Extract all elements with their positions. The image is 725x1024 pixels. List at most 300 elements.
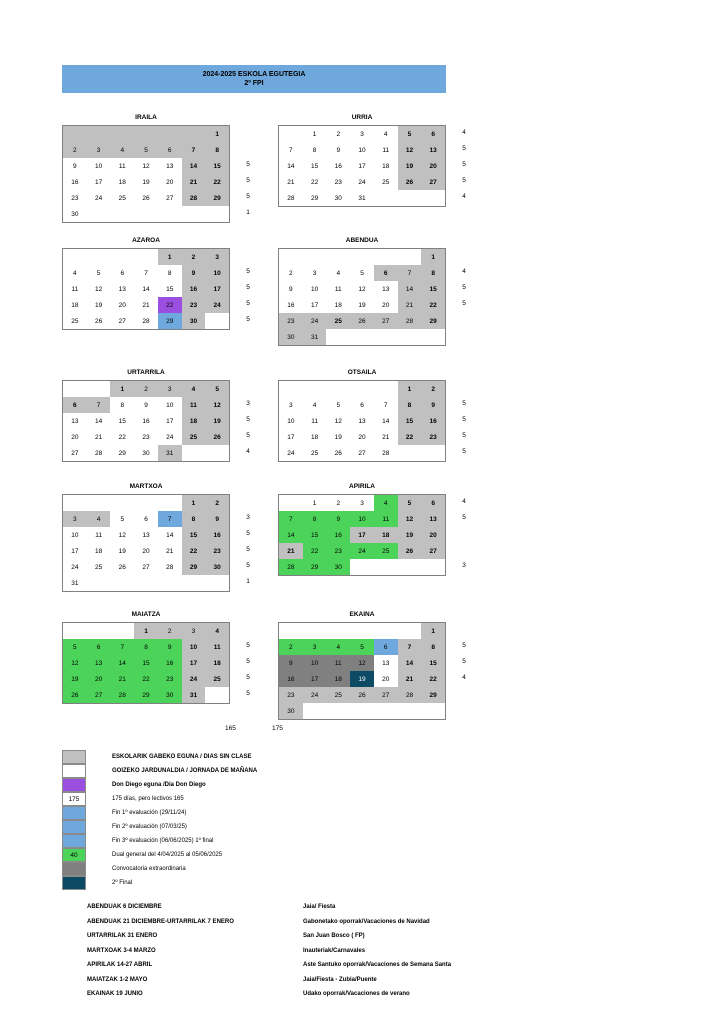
week-lective-count: 5: [246, 642, 250, 649]
day-cell: 5: [336, 401, 341, 409]
day-cell: 26: [94, 317, 103, 325]
day-cell: 20: [421, 158, 445, 174]
day-cell: 22: [134, 671, 158, 687]
day-cell: 2: [158, 623, 182, 639]
week-row: [279, 190, 445, 206]
day-cell: [87, 126, 111, 142]
day-cell: 20: [87, 671, 111, 687]
day-cell: 9: [326, 511, 350, 527]
day-cell: [374, 703, 398, 719]
day-cell: 25: [205, 671, 229, 687]
legend-swatch: [62, 862, 86, 876]
day-cell: 27: [374, 313, 398, 329]
day-cell: 30: [142, 449, 150, 457]
day-cell: 30: [326, 559, 350, 575]
week-row: [63, 575, 229, 591]
day-cell: 26: [334, 449, 342, 457]
week-row: [279, 511, 445, 527]
day-cell: 27: [71, 449, 79, 457]
day-cell: 8: [167, 269, 172, 277]
day-cell: 29: [205, 190, 229, 206]
day-cell: 24: [166, 433, 174, 441]
week-lective-count: 5: [246, 416, 250, 423]
week-lective-count: 5: [462, 400, 466, 407]
day-cell: 28: [398, 313, 422, 329]
day-cell: 5: [63, 639, 87, 655]
day-cell: 26: [350, 687, 374, 703]
day-cell: [87, 495, 111, 511]
holiday-date: ABENDUAK 21 DICIEMBRE-URTARRILAK 7 ENERO: [87, 918, 234, 925]
day-cell: 15: [303, 527, 327, 543]
day-cell: [350, 329, 374, 345]
day-cell: 8: [398, 397, 422, 413]
week-row: [279, 126, 445, 142]
day-cell: 24: [358, 178, 366, 186]
day-cell: 15: [134, 655, 158, 671]
day-cell: 20: [166, 178, 174, 186]
week-lective-count: 5: [246, 193, 250, 200]
day-cell: 23: [326, 543, 350, 559]
week-row: [63, 445, 229, 461]
title-line-2: 2º FPI: [244, 80, 264, 87]
day-cell: 17: [350, 527, 374, 543]
month-grid: [278, 622, 446, 720]
day-cell: 10: [303, 655, 327, 671]
week-lective-count: 3: [246, 400, 250, 407]
day-cell: 11: [95, 531, 102, 539]
day-cell: [326, 249, 350, 265]
day-cell: 2: [182, 249, 206, 265]
day-cell: 17: [310, 301, 319, 309]
week-lective-count: 5: [462, 642, 466, 649]
week-row: [279, 559, 445, 575]
day-cell: 23: [421, 429, 445, 445]
day-cell: 21: [182, 174, 206, 190]
week-lective-count: 3: [462, 562, 466, 569]
day-cell: 19: [350, 671, 374, 687]
day-cell: 6: [63, 397, 87, 413]
day-cell: 28: [142, 317, 150, 325]
day-cell: 16: [182, 281, 206, 297]
day-cell: 7: [87, 397, 111, 413]
day-cell: [63, 381, 87, 397]
day-cell: 24: [205, 297, 229, 313]
day-cell: 18: [326, 671, 350, 687]
week-lective-count: 5: [246, 268, 250, 275]
week-lective-count: 4: [462, 193, 466, 200]
week-row: [63, 639, 229, 655]
day-cell: 25: [310, 449, 319, 457]
day-cell: 9: [73, 162, 77, 170]
month-grid: [62, 125, 230, 223]
total-left: 165: [225, 725, 236, 732]
day-cell: 14: [142, 285, 150, 293]
day-cell: 17: [166, 417, 174, 425]
day-cell: 18: [310, 433, 319, 441]
day-cell: [398, 623, 422, 639]
day-cell: 21: [382, 433, 390, 441]
day-cell: 25: [118, 194, 126, 202]
day-cell: 13: [118, 285, 126, 293]
day-cell: 15: [310, 162, 319, 170]
day-cell: 2: [421, 381, 445, 397]
day-cell: [279, 495, 303, 511]
day-cell: 13: [142, 531, 150, 539]
day-cell: [279, 249, 303, 265]
month-name: AZAROA: [132, 237, 160, 244]
day-cell: 3: [303, 639, 327, 655]
day-cell: [182, 126, 206, 142]
week-lective-count: 4: [462, 498, 466, 505]
week-row: [63, 511, 229, 527]
week-lective-count: 5: [462, 448, 466, 455]
week-lective-count: 1: [246, 209, 250, 216]
day-cell: 24: [94, 194, 103, 202]
week-row: [279, 527, 445, 543]
legend-swatch: [62, 778, 86, 792]
week-lective-count: 4: [462, 129, 466, 136]
day-cell: 18: [205, 655, 229, 671]
day-cell: 3: [63, 511, 87, 527]
day-cell: 3: [158, 381, 182, 397]
day-cell: [134, 575, 158, 591]
week-row: [279, 265, 445, 281]
day-cell: 4: [110, 142, 134, 158]
week-row: [63, 543, 229, 559]
day-cell: [374, 381, 398, 397]
day-cell: [350, 623, 374, 639]
week-row: [279, 543, 445, 559]
day-cell: 7: [110, 639, 134, 655]
week-row: [63, 206, 229, 222]
day-cell: 15: [205, 158, 229, 174]
day-cell: 18: [94, 547, 103, 555]
day-cell: 23: [142, 433, 150, 441]
holiday-date: MARTXOAK 3-4 MARZO: [87, 947, 156, 954]
day-cell: 28: [382, 449, 390, 457]
week-row: [63, 158, 229, 174]
day-cell: 26: [205, 429, 229, 445]
day-cell: 8: [312, 146, 317, 154]
day-cell: [134, 249, 158, 265]
week-row: [279, 623, 445, 639]
day-cell: 19: [63, 671, 87, 687]
day-cell: 27: [142, 563, 150, 571]
day-cell: 26: [118, 563, 126, 571]
day-cell: 29: [182, 559, 206, 575]
holiday-description: Inauteriak/Carnavales: [303, 947, 366, 954]
legend-swatch: 40: [62, 848, 86, 862]
day-cell: 13: [71, 417, 79, 425]
day-cell: 1: [398, 381, 422, 397]
day-cell: 22: [158, 297, 182, 313]
day-cell: [205, 206, 229, 222]
day-cell: [421, 559, 445, 575]
week-row: [63, 297, 229, 313]
day-cell: 25: [94, 563, 103, 571]
week-row: [63, 671, 229, 687]
day-cell: [326, 623, 350, 639]
day-cell: [374, 249, 398, 265]
day-cell: 12: [142, 162, 150, 170]
week-row: [279, 445, 445, 461]
day-cell: 4: [73, 269, 77, 277]
day-cell: 1: [421, 249, 445, 265]
day-cell: 30: [182, 313, 206, 329]
day-cell: 9: [205, 511, 229, 527]
legend-label: Dual general del 4/04/2025 al 05/06/2025: [112, 852, 223, 858]
day-cell: [205, 687, 229, 703]
day-cell: 27: [87, 687, 111, 703]
day-cell: 11: [311, 417, 318, 425]
day-cell: 20: [142, 547, 150, 555]
day-cell: 19: [142, 178, 150, 186]
day-cell: 16: [205, 527, 229, 543]
holiday-date: ABENDUAK 6 DICIEMBRE: [87, 904, 162, 910]
day-cell: 29: [134, 687, 158, 703]
day-cell: 13: [382, 659, 390, 667]
day-cell: 20: [71, 433, 79, 441]
day-cell: 27: [118, 317, 126, 325]
day-cell: [110, 126, 134, 142]
day-cell: [158, 575, 182, 591]
day-cell: 9: [144, 401, 148, 409]
week-row: [63, 249, 229, 265]
day-cell: 27: [358, 449, 366, 457]
day-cell: 6: [421, 126, 445, 142]
day-cell: [110, 495, 134, 511]
day-cell: [398, 249, 422, 265]
day-cell: [326, 703, 350, 719]
week-lective-count: 5: [246, 300, 250, 307]
day-cell: 30: [334, 194, 342, 202]
day-cell: 24: [182, 671, 206, 687]
day-cell: 30: [205, 559, 229, 575]
day-cell: 18: [182, 413, 206, 429]
day-cell: 30: [279, 329, 303, 345]
day-cell: 12: [94, 285, 103, 293]
day-cell: 27: [421, 174, 445, 190]
day-cell: 17: [182, 655, 206, 671]
day-cell: 15: [182, 527, 206, 543]
legend-swatch: [62, 820, 86, 834]
day-cell: 19: [118, 547, 126, 555]
day-cell: 8: [421, 639, 445, 655]
day-cell: 7: [289, 146, 293, 154]
day-cell: 13: [87, 655, 111, 671]
day-cell: 11: [205, 639, 229, 655]
day-cell: 31: [303, 329, 327, 345]
day-cell: 26: [398, 174, 422, 190]
week-row: [63, 413, 229, 429]
day-cell: 6: [374, 265, 398, 281]
day-cell: 5: [360, 269, 364, 277]
week-row: [63, 655, 229, 671]
week-lective-count: 4: [462, 268, 466, 275]
day-cell: [374, 329, 398, 345]
week-lective-count: 5: [462, 432, 466, 439]
day-cell: [134, 126, 158, 142]
week-row: [63, 281, 229, 297]
day-cell: [421, 329, 445, 345]
day-cell: [205, 313, 229, 329]
day-cell: 5: [398, 495, 422, 511]
day-cell: 29: [158, 313, 182, 329]
week-lective-count: 5: [462, 177, 466, 184]
week-row: [63, 429, 229, 445]
day-cell: [182, 575, 206, 591]
day-cell: [205, 445, 229, 461]
day-cell: 18: [334, 301, 342, 309]
day-cell: 3: [87, 142, 111, 158]
day-cell: [398, 190, 422, 206]
week-lective-count: 3: [246, 514, 250, 521]
day-cell: 2: [205, 495, 229, 511]
day-cell: 18: [71, 301, 79, 309]
week-row: [279, 381, 445, 397]
week-lective-count: 5: [246, 161, 250, 168]
day-cell: 3: [360, 499, 364, 507]
week-lective-count: 5: [462, 658, 466, 665]
day-cell: 2: [336, 499, 341, 507]
holiday-description: Jaia/ Fiesta: [303, 904, 336, 910]
week-row: [63, 174, 229, 190]
day-cell: 16: [326, 527, 350, 543]
day-cell: 24: [303, 313, 327, 329]
title-line-1: 2024-2025 ESKOLA EGUTEGIA: [202, 71, 306, 78]
week-row: [279, 281, 445, 297]
day-cell: 25: [326, 313, 350, 329]
legend-label: 2º Final: [112, 880, 133, 886]
day-cell: [87, 206, 111, 222]
day-cell: 7: [144, 269, 148, 277]
week-row: [63, 265, 229, 281]
day-cell: 10: [205, 265, 229, 281]
day-cell: 28: [287, 194, 295, 202]
legend-swatch: [62, 806, 86, 820]
day-cell: 5: [134, 142, 158, 158]
day-cell: 16: [158, 655, 182, 671]
day-cell: 2: [63, 142, 87, 158]
day-cell: 26: [350, 313, 374, 329]
week-lective-count: 5: [246, 690, 250, 697]
day-cell: [398, 703, 422, 719]
day-cell: 17: [303, 671, 327, 687]
day-cell: 11: [71, 285, 79, 293]
day-cell: 11: [382, 146, 390, 154]
day-cell: 16: [334, 162, 342, 170]
day-cell: 12: [118, 531, 126, 539]
legend-label: Don Diego eguna /Dia Don Diego: [112, 782, 206, 788]
day-cell: [421, 703, 445, 719]
day-cell: 28: [279, 559, 303, 575]
day-cell: 6: [360, 401, 364, 409]
week-row: [63, 142, 229, 158]
holiday-date: MAIATZAK 1-2 MAYO: [87, 976, 148, 983]
day-cell: 17: [94, 178, 103, 186]
holiday-description: Gabonetako oporrak/Vacaciones de Navidad: [303, 918, 430, 925]
day-cell: [303, 703, 327, 719]
day-cell: [326, 381, 350, 397]
day-cell: 17: [205, 281, 229, 297]
day-cell: 3: [205, 249, 229, 265]
day-cell: [158, 126, 182, 142]
day-cell: 25: [382, 178, 390, 186]
day-cell: [303, 623, 327, 639]
holiday-date: EKAINAK 19 JUNIO: [87, 991, 143, 997]
day-cell: 8: [303, 511, 327, 527]
day-cell: 22: [118, 433, 126, 441]
day-cell: 6: [87, 639, 111, 655]
day-cell: 7: [182, 142, 206, 158]
day-cell: [421, 445, 445, 461]
legend-label: ESKOLARIK GABEKO EGUNA / DIAS SIN CLASE: [112, 754, 252, 760]
week-row: [279, 142, 445, 158]
day-cell: 3: [182, 623, 206, 639]
day-cell: 12: [358, 285, 366, 293]
day-cell: 10: [182, 639, 206, 655]
day-cell: [158, 495, 182, 511]
day-cell: 29: [421, 687, 445, 703]
day-cell: 23: [71, 194, 79, 202]
day-cell: 31: [71, 579, 79, 587]
week-lective-count: 5: [462, 514, 466, 521]
week-row: [63, 126, 229, 142]
day-cell: 10: [94, 162, 103, 170]
day-cell: 19: [398, 158, 422, 174]
day-cell: 5: [205, 381, 229, 397]
week-row: [63, 527, 229, 543]
holiday-description: Udako oporrak/Vacaciones de verano: [303, 991, 410, 997]
day-cell: 7: [279, 511, 303, 527]
day-cell: 29: [310, 194, 319, 202]
legend-swatch: [62, 764, 86, 778]
day-cell: 2: [134, 381, 158, 397]
day-cell: 10: [166, 401, 174, 409]
day-cell: 14: [166, 531, 174, 539]
day-cell: 29: [118, 449, 126, 457]
day-cell: 30: [158, 687, 182, 703]
day-cell: [63, 126, 87, 142]
day-cell: [303, 249, 327, 265]
day-cell: 7: [383, 401, 388, 409]
day-cell: [63, 249, 87, 265]
day-cell: 7: [398, 265, 422, 281]
day-cell: 1: [421, 623, 445, 639]
day-cell: [110, 575, 134, 591]
day-cell: 22: [421, 297, 445, 313]
total-right: 175: [272, 725, 283, 732]
day-cell: 9: [336, 146, 341, 154]
week-row: [63, 559, 229, 575]
day-cell: 4: [326, 639, 350, 655]
day-cell: 27: [374, 687, 398, 703]
month-name: MARTXOA: [129, 483, 163, 490]
day-cell: 24: [350, 543, 374, 559]
day-cell: 9: [289, 285, 293, 293]
month-grid: [62, 494, 230, 592]
day-cell: 23: [334, 178, 342, 186]
day-cell: 24: [287, 449, 295, 457]
day-cell: 4: [383, 130, 388, 138]
day-cell: [134, 206, 158, 222]
week-lective-count: 5: [246, 546, 250, 553]
day-cell: [374, 623, 398, 639]
day-cell: 4: [87, 511, 111, 527]
day-cell: 1: [205, 126, 229, 142]
legend-label: Fin 3º evaluación (06/06/2025) 1º final: [112, 838, 214, 844]
day-cell: [110, 249, 134, 265]
